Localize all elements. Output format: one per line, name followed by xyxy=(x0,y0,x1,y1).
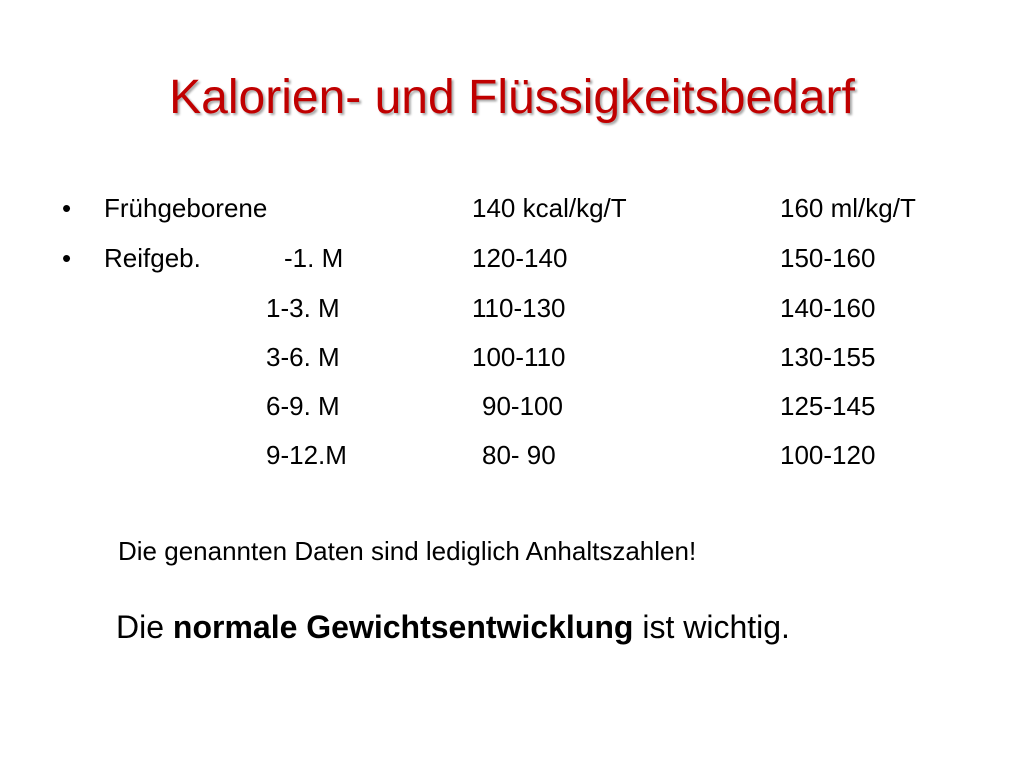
closing-suffix: ist wichtig. xyxy=(642,609,790,645)
row-label: Frühgeborene xyxy=(104,193,268,223)
age-range: 1-3. M xyxy=(266,293,340,323)
fluid-value: 125-145 xyxy=(780,391,876,421)
table-row xyxy=(0,386,1024,426)
closing-prefix: Die xyxy=(116,609,165,645)
fluid-value: 100-120 xyxy=(780,440,876,470)
bullet-icon: • xyxy=(62,193,72,223)
age-range: 3-6. M xyxy=(266,342,340,372)
kcal-value: 110-130 xyxy=(472,293,566,323)
kcal-value: 100-110 xyxy=(472,342,566,372)
row-label: Reifgeb. xyxy=(104,243,201,273)
age-range: 6-9. M xyxy=(266,391,340,421)
slide-title: Kalorien- und Flüssigkeitsbedarf xyxy=(169,71,855,124)
closing-statement xyxy=(116,605,790,649)
table-row xyxy=(0,188,1024,228)
kcal-value: 80- 90 xyxy=(482,440,556,470)
age-range: 9-12.M xyxy=(266,440,347,470)
age-range: -1. M xyxy=(284,243,344,273)
fluid-value: 130-155 xyxy=(780,342,876,372)
note-text: Die genannten Daten sind lediglich Anhaltszahlen! xyxy=(118,536,697,566)
kcal-value: 120-140 xyxy=(472,243,568,273)
fluid-value: 160 ml/kg/T xyxy=(780,193,916,223)
table-row xyxy=(0,238,1024,278)
kcal-value: 140 kcal/kg/T xyxy=(472,193,627,223)
fluid-value: 150-160 xyxy=(780,243,876,273)
table-row xyxy=(0,435,1024,475)
closing-emphasis: normale Gewichtsentwicklung xyxy=(172,609,634,645)
fluid-value: 140-160 xyxy=(780,293,876,323)
kcal-value: 90-100 xyxy=(482,391,563,421)
bullet-icon: • xyxy=(62,243,72,273)
table-row xyxy=(0,288,1024,328)
table-row xyxy=(0,337,1024,377)
